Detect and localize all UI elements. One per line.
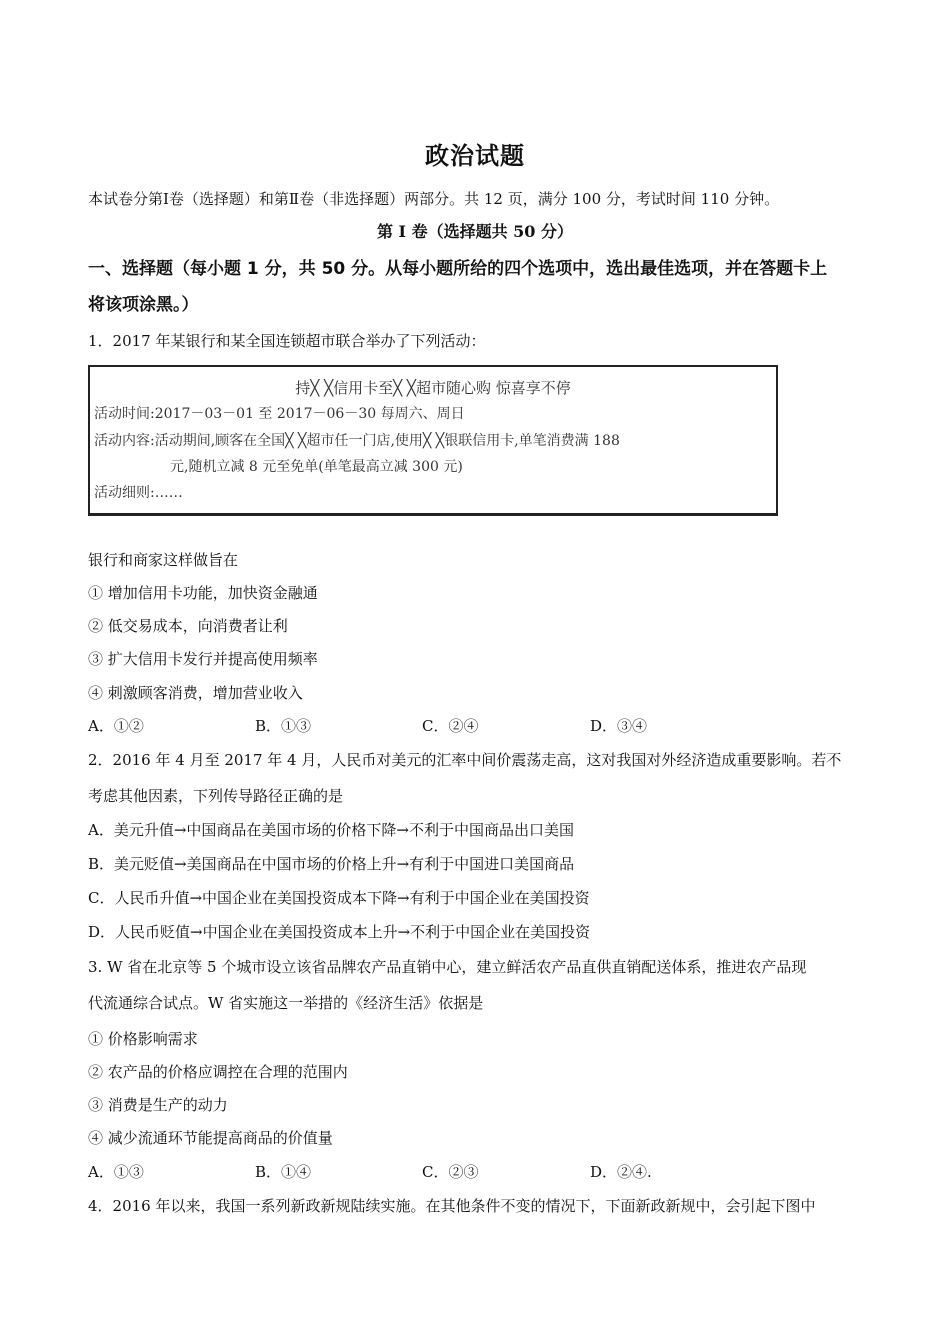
q1-box-content-2: 元,随机立减 8 元至免单(单笔最高立减 300 元): [170, 459, 463, 475]
instructions-line-2: 将该项涂黑。）: [88, 295, 199, 315]
q3-option-b[interactable]: B．①④: [255, 1163, 312, 1181]
q3-stem-1: 3. W 省在北京等 5 个城市设立该省品牌农产品直销中心，建立鲜活农产品直供直销配送体系，推进农产品现: [88, 958, 807, 976]
q1-prompt: 银行和商家这样做旨在: [88, 551, 239, 569]
q1-activity-box: [88, 365, 778, 516]
section-title: 第 I 卷（选择题共 50 分）: [376, 222, 574, 241]
q4-stem-1: 4．2016 年以来，我国一系列新政新规陆续实施。在其他条件不变的情况下，下面新政新规中，会引起下图中: [88, 1197, 816, 1215]
q3-item-2: ② 农产品的价格应调控在合理的范围内: [88, 1063, 348, 1081]
q1-option-d[interactable]: D．③④: [590, 717, 648, 735]
q1-item-3: ③ 扩大信用卡发行并提高使用频率: [88, 650, 318, 668]
q2-choice-c[interactable]: C．人民币升值→中国企业在美国投资成本下降→有利于中国企业在美国投资: [88, 889, 590, 907]
q1-item-4: ④ 刺激顾客消费，增加营业收入: [88, 684, 303, 702]
q3-option-c[interactable]: C．②③: [422, 1163, 479, 1181]
q2-stem-2: 考虑其他因素，下列传导路径正确的是: [88, 787, 344, 805]
q3-item-3: ③ 消费是生产的动力: [88, 1096, 228, 1114]
q3-option-a[interactable]: A．①③: [88, 1163, 144, 1181]
q2-choice-b[interactable]: B．美元贬值→美国商品在中国市场的价格上升→有利于中国进口美国商品: [88, 855, 575, 873]
q1-option-a[interactable]: A．①②: [88, 717, 144, 735]
q1-box-rules: 活动细则:……: [94, 485, 183, 501]
q1-item-1: ① 增加信用卡功能，加快资金融通: [88, 584, 318, 602]
q1-item-2: ② 低交易成本，向消费者让利: [88, 617, 288, 635]
q1-stem: 1．2017 年某银行和某全国连锁超市联合举办了下列活动：: [88, 332, 486, 350]
q1-box-content-1: 活动内容:活动期间,顾客在全国╳ ╳超市任一门店,使用╳ ╳银联信用卡,单笔消费满 188: [94, 433, 620, 449]
q3-item-1: ① 价格影响需求: [88, 1030, 198, 1048]
instructions-line-1: 一、选择题（每小题 1 分，共 50 分。从每小题所给的四个选项中，选出最佳选项，并在答题卡上: [88, 259, 828, 279]
q1-option-c[interactable]: C．②④: [422, 717, 479, 735]
q2-stem-1: 2．2016 年 4 月至 2017 年 4 月，人民币对美元的汇率中间价震荡走高，这对我国对外经济造成重要影响。若不: [88, 751, 842, 769]
q1-box-title: 持╳ ╳信用卡至╳ ╳超市随心购 惊喜享不停: [295, 379, 571, 397]
q3-option-d[interactable]: D．②④.: [590, 1163, 652, 1181]
q2-choice-d[interactable]: D．人民币贬值→中国企业在美国投资成本上升→不利于中国企业在美国投资: [88, 923, 591, 941]
exam-intro: 本试卷分第Ⅰ卷（选择题）和第Ⅱ卷（非选择题）两部分。共 12 页，满分 100 分，考试时间 110 分钟。: [88, 190, 780, 208]
q1-box-time: 活动时间:2017－03－01 至 2017－06－30 每周六、周日: [94, 406, 465, 422]
q1-option-b[interactable]: B．①③: [255, 717, 312, 735]
page-title: 政治试题: [425, 142, 525, 170]
q2-choice-a[interactable]: A．美元升值→中国商品在美国市场的价格下降→不利于中国商品出口美国: [88, 821, 574, 839]
q3-stem-2: 代流通综合试点。W 省实施这一举措的《经济生活》依据是: [88, 994, 484, 1012]
q3-item-4: ④ 减少流通环节能提高商品的价值量: [88, 1129, 333, 1147]
